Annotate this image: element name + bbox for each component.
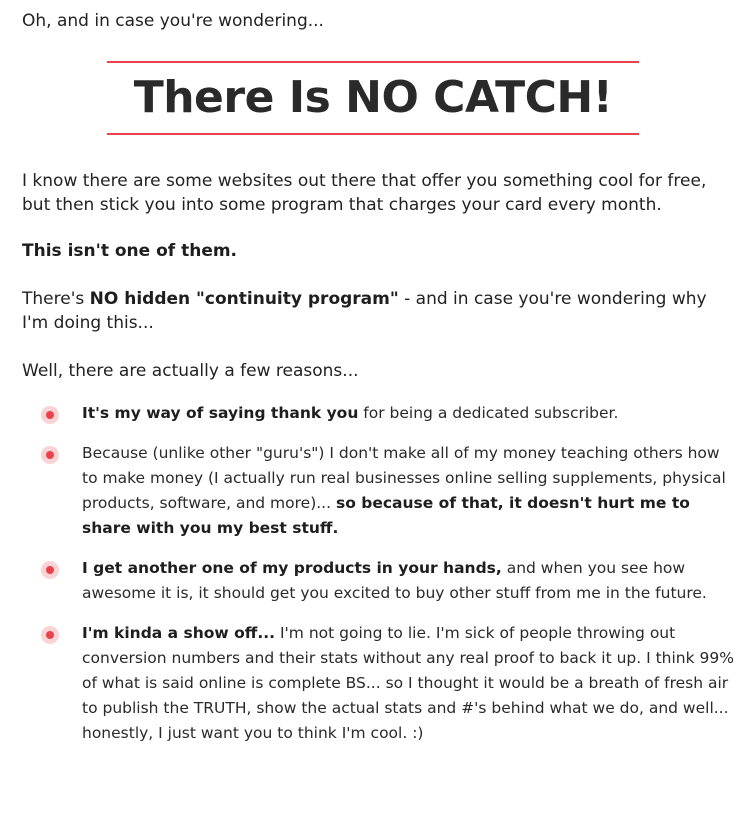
- headline: There Is NO CATCH!: [133, 72, 613, 123]
- reason-bold: I get another one of my products in your hands,: [82, 559, 502, 577]
- reason-text: I'm not going to lie. I'm sick of people throwing out conversion numbers and their stats without any real proof to back it up. I think 99% of what is said online is complete BS... so I thought it would be a breath of fresh air to publish the TRUTH, show the actual stats and #'s behind what we do, and well... honestly, I just want you to think I'm cool. :): [82, 624, 734, 742]
- reasons-list: [22, 401, 737, 746]
- paragraph-reasons-intro: Well, there are actually a few reasons...: [22, 361, 359, 381]
- reason-bold: It's my way of saying thank you: [82, 404, 359, 422]
- not-one-bold: This isn't one of them.: [22, 241, 238, 261]
- list-item: [22, 401, 737, 426]
- list-item: [22, 621, 737, 746]
- reason-bold: I'm kinda a show off...: [82, 624, 276, 642]
- continuity-pre: There's: [22, 289, 90, 309]
- list-item: [22, 556, 737, 606]
- intro-text: Oh, and in case you're wondering...: [22, 11, 324, 31]
- list-item: [22, 441, 737, 541]
- continuity-post: - and in case you're wondering why I'm doing this...: [22, 289, 707, 333]
- bullet-dot-icon: [41, 406, 59, 424]
- bullet-dot-icon: [41, 561, 59, 579]
- paragraph-continuity: [22, 287, 737, 335]
- headline-banner: [107, 61, 639, 135]
- page-content: [22, 0, 737, 761]
- paragraph-websites: I know there are some websites out there that offer you something cool for free, but then stick you into some program that charges your card every month.: [22, 171, 707, 215]
- bullet-dot-icon: [41, 446, 59, 464]
- reason-text: Because (unlike other "guru's") I don't make all of my money teaching others how to make money (I actually run real businesses online selling supplements, physical products, software, and more)...: [82, 444, 726, 512]
- reason-bold: so because of that, it doesn't hurt me to share with you my best stuff.: [82, 494, 690, 537]
- paragraph-not-one: [22, 239, 737, 263]
- reason-text: and when you see how awesome it is, it should get you excited to buy other stuff from me in the future.: [82, 559, 707, 602]
- reason-text: for being a dedicated subscriber.: [358, 404, 619, 422]
- continuity-bold: NO hidden "continuity program": [89, 289, 399, 309]
- bullet-dot-icon: [41, 626, 59, 644]
